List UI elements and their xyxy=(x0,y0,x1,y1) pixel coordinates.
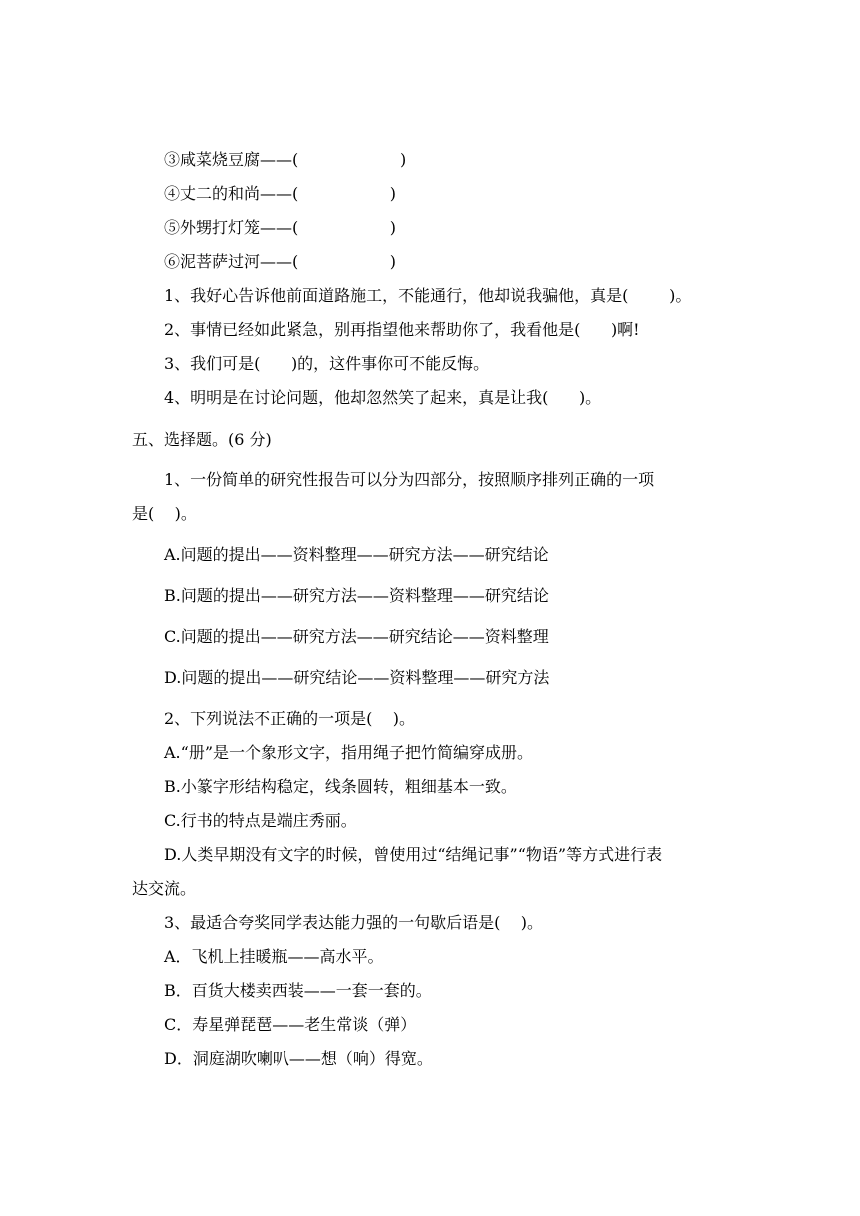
q2-option-b: B.小篆字形结构稳定，线条圆转，粗细基本一致。 xyxy=(164,777,517,796)
q2-option-d-continued: 达交流。 xyxy=(132,879,197,898)
fill-sentence-1: 1、我好心告诉他前面道路施工，不能通行，他却说我骗他，真是( )。 xyxy=(164,286,692,305)
fill-sentence-4: 4、明明是在讨论问题，他却忽然笑了起来，真是让我( )。 xyxy=(164,388,602,407)
q1-option-c: C.问题的提出——研究方法——研究结论——资料整理 xyxy=(164,627,549,646)
fill-sentence-2: 2、事情已经如此紧急，别再指望他来帮助你了，我看他是( )啊! xyxy=(164,320,640,339)
q2-option-d: D.人类早期没有文字的时候，曾使用过“结绳记事”“物语”等方式进行表 xyxy=(164,845,663,864)
q2-option-a: A.“册”是一个象形文字，指用绳子把竹简编穿成册。 xyxy=(164,743,534,762)
xiehouyu-item-3: ③咸菜烧豆腐——( ) xyxy=(164,150,407,169)
q3-stem: 3、最适合夸奖同学表达能力强的一句歇后语是( )。 xyxy=(164,913,544,932)
q1-stem-line1: 1、一份简单的研究性报告可以分为四部分，按照顺序排列正确的一项 xyxy=(164,470,655,489)
q3-option-b: B．百货大楼卖西装——一套一套的。 xyxy=(164,981,432,1000)
q1-option-d: D.问题的提出——研究结论——资料整理——研究方法 xyxy=(164,668,550,687)
q1-option-a: A.问题的提出——资料整理——研究方法——研究结论 xyxy=(164,545,549,564)
q3-option-a: A．飞机上挂暖瓶——高水平。 xyxy=(164,947,384,966)
q3-option-c: C．寿星弹琵琶——老生常谈（弹） xyxy=(164,1015,417,1034)
q2-stem: 2、下列说法不正确的一项是( )。 xyxy=(164,709,416,728)
fill-sentence-3: 3、我们可是( )的，这件事你可不能反悔。 xyxy=(164,354,490,373)
xiehouyu-item-6: ⑥泥菩萨过河——( ) xyxy=(164,252,397,271)
q1-option-b: B.问题的提出——研究方法——资料整理——研究结论 xyxy=(164,586,549,605)
q3-option-d: D．洞庭湖吹喇叭——想（响）得宽。 xyxy=(164,1049,433,1068)
xiehouyu-item-5: ⑤外甥打灯笼——( ) xyxy=(164,218,397,237)
q2-option-c: C.行书的特点是端庄秀丽。 xyxy=(164,811,357,830)
section-title: 五、选择题。(6 分) xyxy=(132,430,272,449)
q1-stem-line2: 是( )。 xyxy=(132,504,197,523)
xiehouyu-item-4: ④丈二的和尚——( ) xyxy=(164,184,397,203)
